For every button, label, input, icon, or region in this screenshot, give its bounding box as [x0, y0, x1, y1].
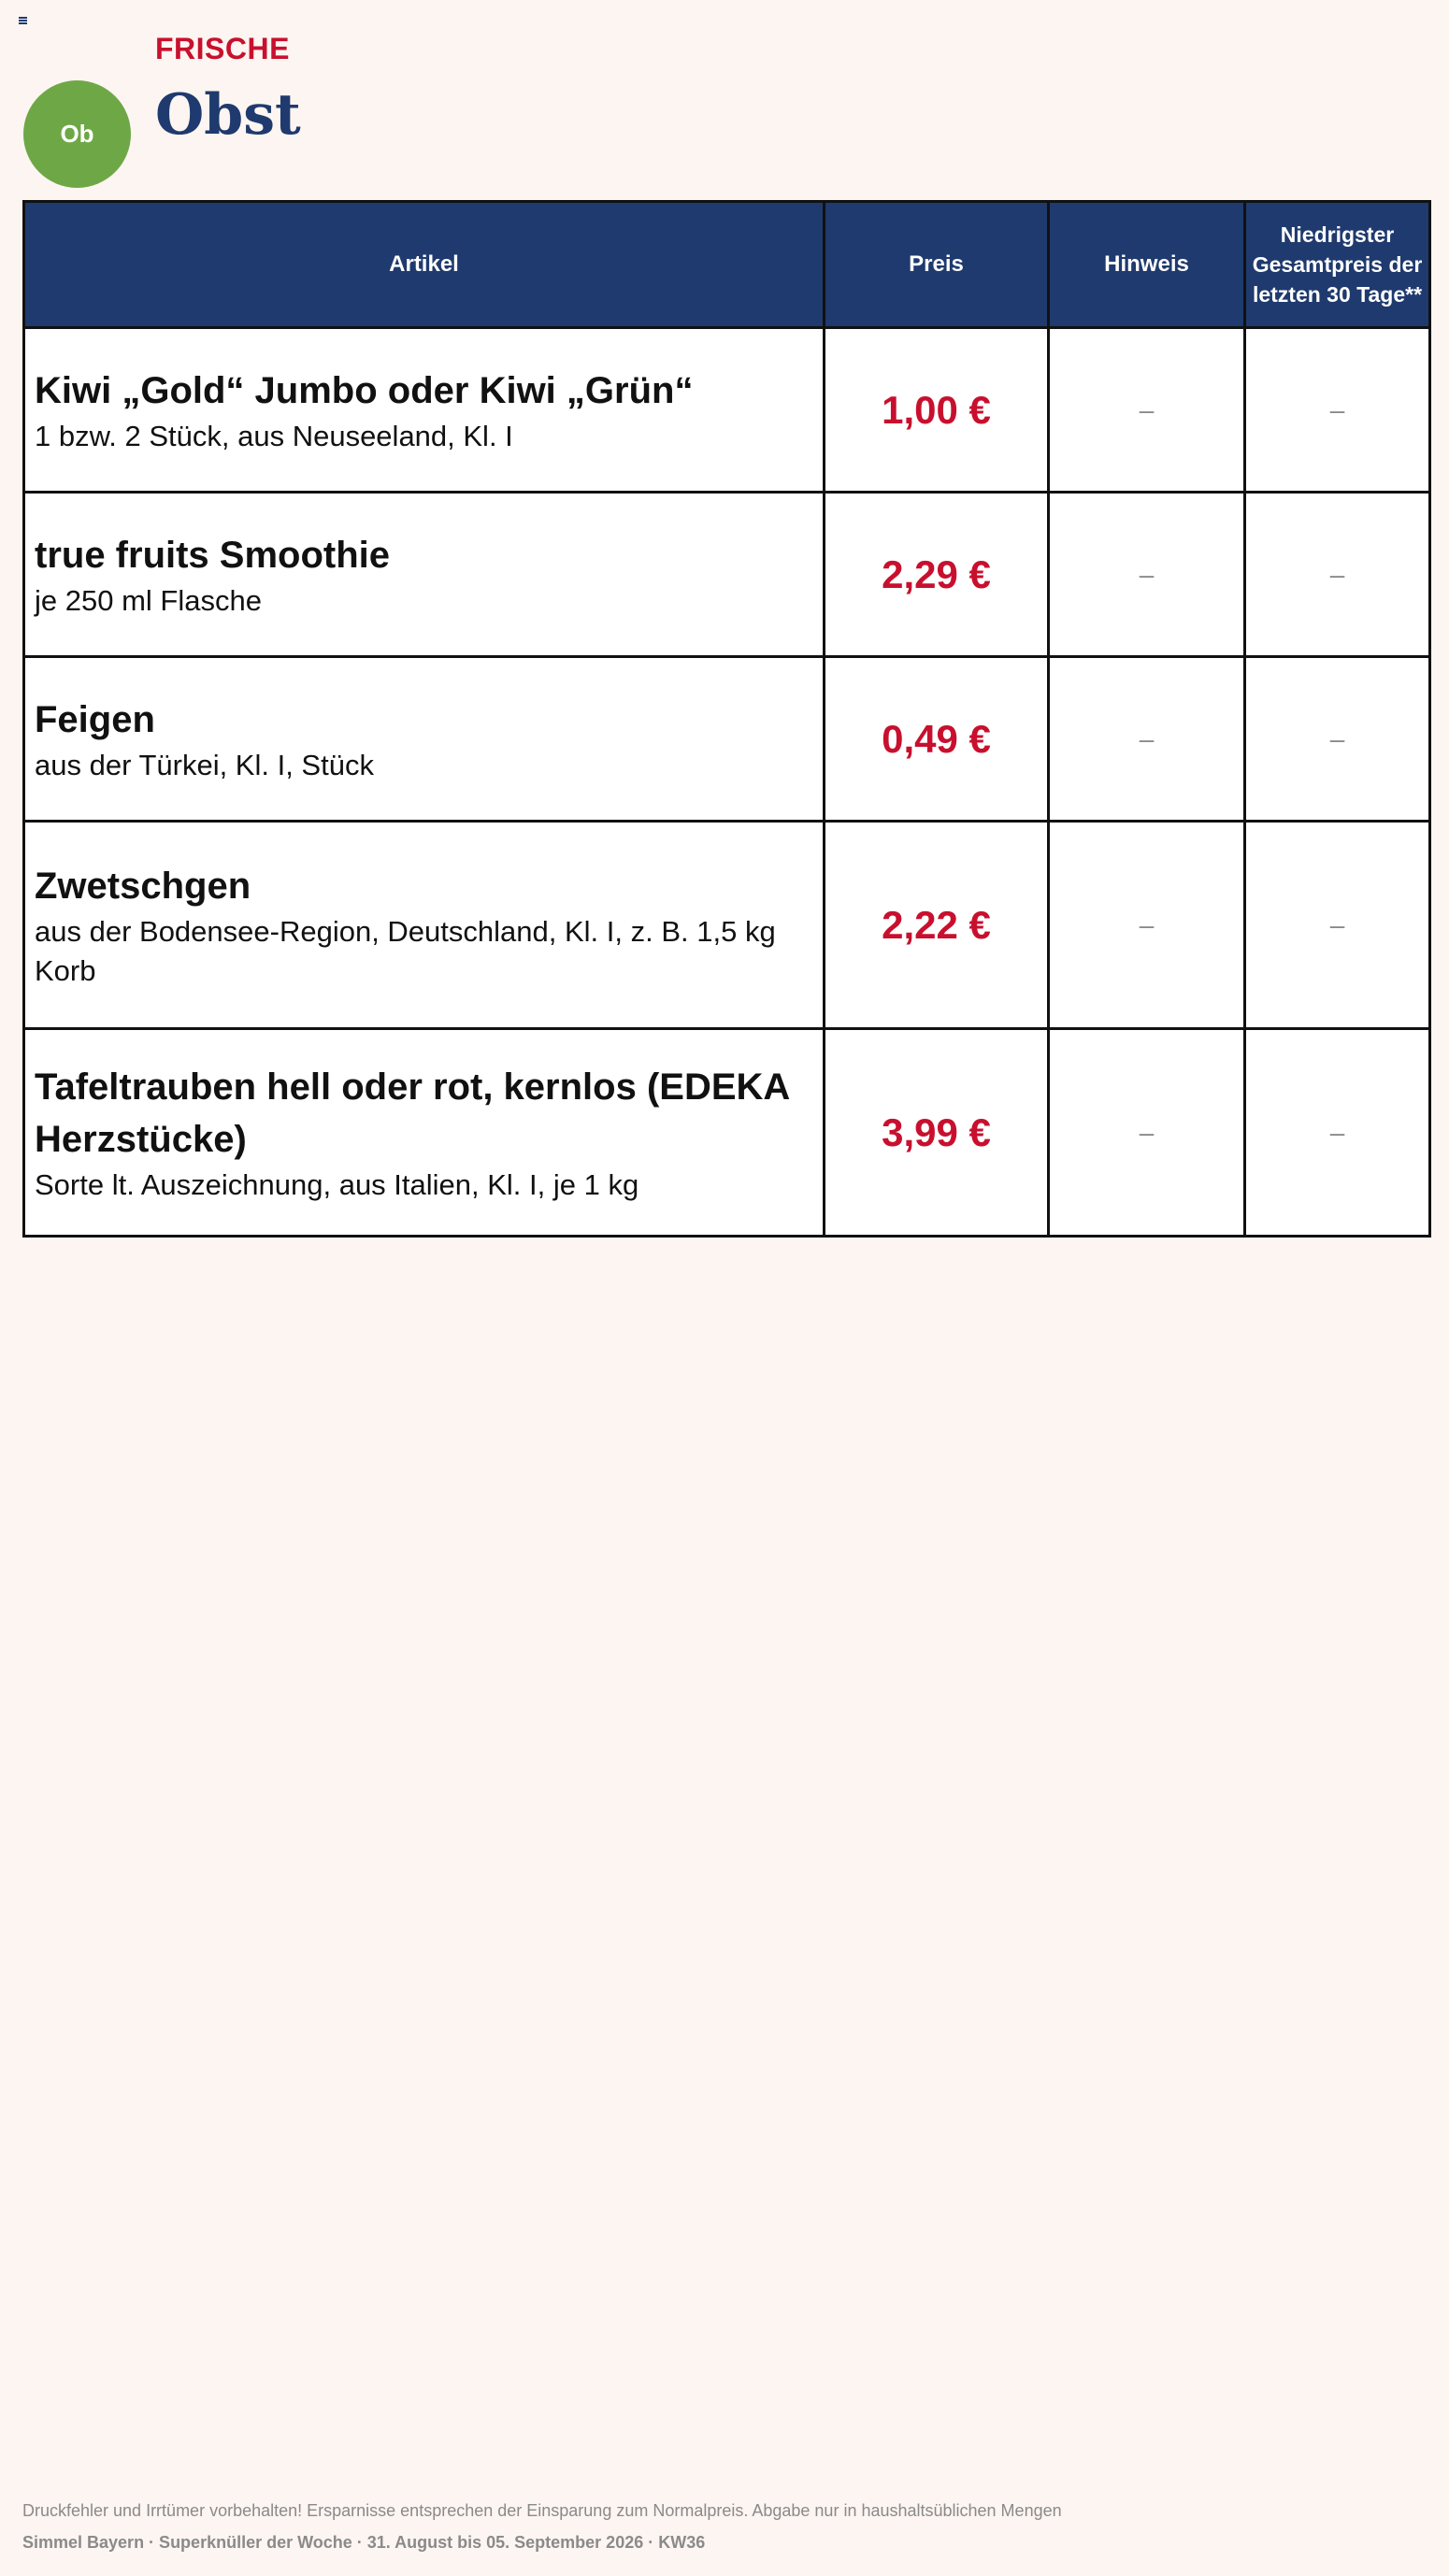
price-cell: 0,49 €	[825, 657, 1049, 822]
article-cell	[24, 657, 825, 822]
hint-cell: –	[1049, 657, 1245, 822]
column-header-price: Preis	[825, 202, 1049, 328]
article-description: aus der Bodensee-Region, Deutschland, Kl. I, z. B. 1,5 kg Korb	[35, 914, 776, 987]
article-name: Tafeltrauben hell oder rot, kernlos (EDEKA Herzstücke)	[35, 1066, 789, 1160]
hint-cell: –	[1049, 1029, 1245, 1237]
table-header-row	[24, 202, 1430, 328]
article-name: Zwetschgen	[35, 865, 251, 907]
hint-cell: –	[1049, 493, 1245, 657]
article-description: aus der Türkei, Kl. I, Stück	[35, 748, 374, 781]
lowest-price-cell: –	[1245, 328, 1430, 493]
price-cell: 2,29 €	[825, 493, 1049, 657]
table-row	[24, 657, 1430, 822]
page-title: Obst	[155, 82, 301, 148]
column-header-hint: Hinweis	[1049, 202, 1245, 328]
price-cell: 3,99 €	[825, 1029, 1049, 1237]
article-name: true fruits Smoothie	[35, 534, 391, 576]
table-row	[24, 328, 1430, 493]
article-name: Kiwi „Gold“ Jumbo oder Kiwi „Grün“	[35, 369, 694, 411]
lowest-price-cell: –	[1245, 657, 1430, 822]
article-description: 1 bzw. 2 Stück, aus Neuseeland, Kl. I	[35, 419, 513, 452]
article-description: je 250 ml Flasche	[35, 583, 262, 617]
category-label: FRISCHE	[155, 32, 290, 65]
article-description: Sorte lt. Auszeichnung, aus Italien, Kl. I, je 1 kg	[35, 1167, 639, 1201]
category-badge	[23, 80, 131, 188]
article-cell	[24, 822, 825, 1029]
column-header-article: Artikel	[24, 202, 825, 328]
lowest-price-cell: –	[1245, 1029, 1430, 1237]
article-cell	[24, 493, 825, 657]
offers-table	[22, 200, 1431, 1238]
table-row	[24, 1029, 1430, 1237]
footer-meta: Simmel Bayern · Superknüller der Woche · 31. August bis 05. September 2026 · KW36	[22, 2533, 706, 2552]
footer-disclaimer: Druckfehler und Irrtümer vorbehalten! Ersparnisse entsprechen der Einsparung zum Normalpreis. Abgabe nur in haushaltsüblichen Mengen	[22, 2501, 1062, 2520]
price-cell: 2,22 €	[825, 822, 1049, 1029]
badge-label: Ob	[60, 120, 94, 148]
hint-cell: –	[1049, 822, 1245, 1029]
column-header-lowest-price: Niedrigster Gesamtpreis der letzten 30 Tage**	[1245, 202, 1430, 328]
article-cell	[24, 328, 825, 493]
hint-cell: –	[1049, 328, 1245, 493]
table-row	[24, 822, 1430, 1029]
menu-icon[interactable]	[19, 17, 27, 24]
lowest-price-cell: –	[1245, 493, 1430, 657]
price-cell: 1,00 €	[825, 328, 1049, 493]
article-cell	[24, 1029, 825, 1237]
table-row	[24, 493, 1430, 657]
lowest-price-cell: –	[1245, 822, 1430, 1029]
article-name: Feigen	[35, 698, 155, 740]
